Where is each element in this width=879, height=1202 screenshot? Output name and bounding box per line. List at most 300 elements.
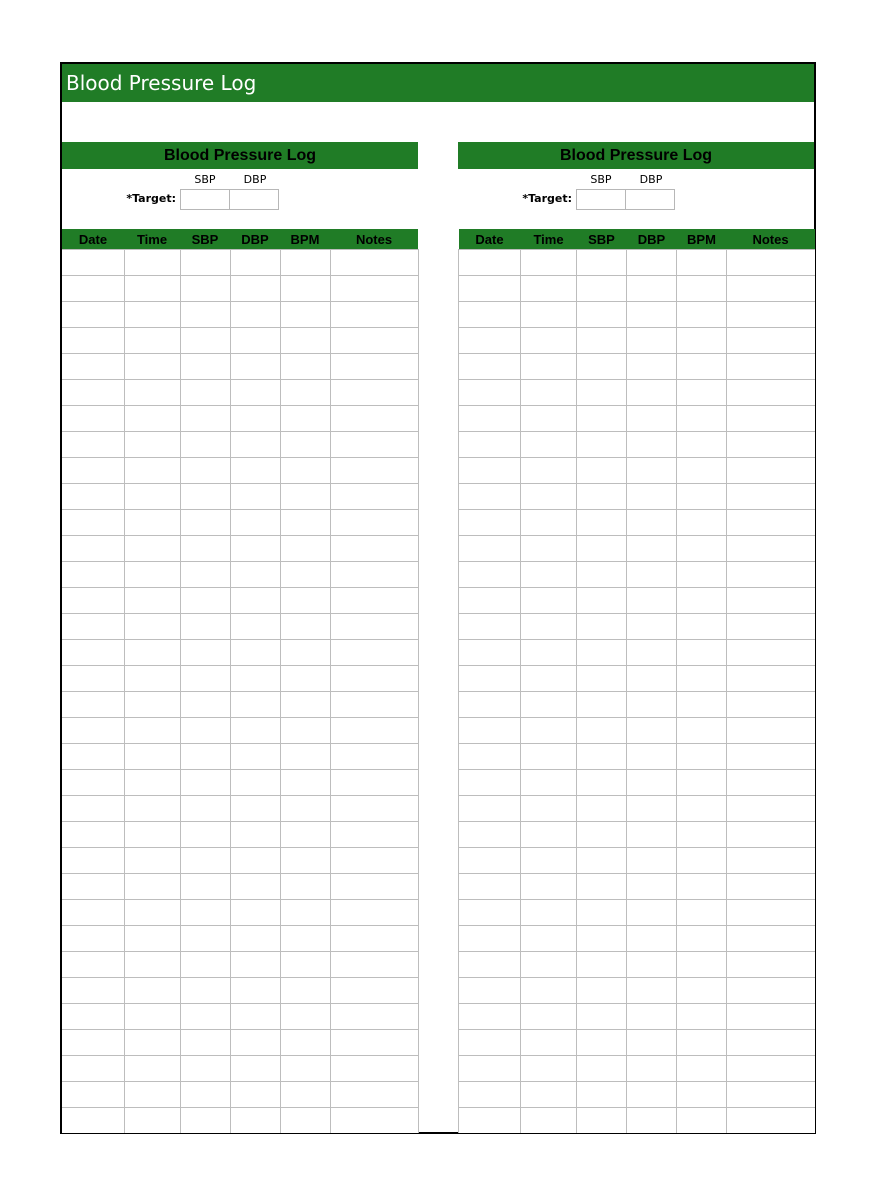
time-cell[interactable]: [124, 484, 180, 510]
bpm-cell[interactable]: [280, 848, 330, 874]
sbp-cell[interactable]: [577, 276, 627, 302]
sbp-cell[interactable]: [180, 848, 230, 874]
date-cell[interactable]: [459, 796, 521, 822]
notes-cell[interactable]: [727, 432, 815, 458]
date-cell[interactable]: [459, 536, 521, 562]
notes-cell[interactable]: [330, 562, 418, 588]
bpm-cell[interactable]: [677, 744, 727, 770]
notes-cell[interactable]: [330, 718, 418, 744]
time-cell[interactable]: [124, 822, 180, 848]
dbp-cell[interactable]: [627, 926, 677, 952]
notes-cell[interactable]: [330, 458, 418, 484]
bpm-cell[interactable]: [677, 432, 727, 458]
notes-cell[interactable]: [727, 484, 815, 510]
bpm-cell[interactable]: [280, 1108, 330, 1134]
dbp-cell[interactable]: [230, 276, 280, 302]
date-cell[interactable]: [459, 1108, 521, 1134]
notes-cell[interactable]: [727, 406, 815, 432]
time-cell[interactable]: [521, 484, 577, 510]
bpm-cell[interactable]: [280, 1082, 330, 1108]
time-cell[interactable]: [521, 796, 577, 822]
bpm-cell[interactable]: [677, 770, 727, 796]
bpm-cell[interactable]: [280, 614, 330, 640]
notes-cell[interactable]: [727, 718, 815, 744]
notes-cell[interactable]: [330, 1056, 418, 1082]
bpm-cell[interactable]: [280, 978, 330, 1004]
sbp-cell[interactable]: [577, 1004, 627, 1030]
dbp-cell[interactable]: [627, 692, 677, 718]
date-cell[interactable]: [62, 796, 124, 822]
dbp-cell[interactable]: [230, 432, 280, 458]
sbp-cell[interactable]: [180, 1004, 230, 1030]
time-cell[interactable]: [124, 1108, 180, 1134]
time-cell[interactable]: [521, 276, 577, 302]
dbp-cell[interactable]: [230, 1108, 280, 1134]
notes-cell[interactable]: [330, 874, 418, 900]
dbp-cell[interactable]: [230, 978, 280, 1004]
notes-cell[interactable]: [330, 302, 418, 328]
bpm-cell[interactable]: [677, 380, 727, 406]
bpm-cell[interactable]: [280, 432, 330, 458]
dbp-cell[interactable]: [627, 484, 677, 510]
sbp-cell[interactable]: [577, 874, 627, 900]
date-cell[interactable]: [459, 744, 521, 770]
date-cell[interactable]: [62, 718, 124, 744]
date-cell[interactable]: [62, 952, 124, 978]
bpm-cell[interactable]: [280, 926, 330, 952]
notes-cell[interactable]: [727, 536, 815, 562]
sbp-cell[interactable]: [577, 1108, 627, 1134]
dbp-cell[interactable]: [627, 1030, 677, 1056]
target-sbp-field[interactable]: [576, 189, 626, 210]
date-cell[interactable]: [459, 380, 521, 406]
sbp-cell[interactable]: [577, 796, 627, 822]
bpm-cell[interactable]: [677, 926, 727, 952]
date-cell[interactable]: [62, 744, 124, 770]
date-cell[interactable]: [459, 1030, 521, 1056]
time-cell[interactable]: [521, 744, 577, 770]
time-cell[interactable]: [124, 562, 180, 588]
time-cell[interactable]: [124, 1030, 180, 1056]
date-cell[interactable]: [459, 510, 521, 536]
bpm-cell[interactable]: [677, 640, 727, 666]
notes-cell[interactable]: [727, 302, 815, 328]
date-cell[interactable]: [459, 874, 521, 900]
notes-cell[interactable]: [330, 588, 418, 614]
time-cell[interactable]: [521, 874, 577, 900]
sbp-cell[interactable]: [577, 848, 627, 874]
bpm-cell[interactable]: [280, 666, 330, 692]
notes-cell[interactable]: [330, 276, 418, 302]
dbp-cell[interactable]: [627, 406, 677, 432]
dbp-cell[interactable]: [230, 796, 280, 822]
bpm-cell[interactable]: [677, 952, 727, 978]
time-cell[interactable]: [124, 952, 180, 978]
dbp-cell[interactable]: [230, 822, 280, 848]
sbp-cell[interactable]: [180, 510, 230, 536]
date-cell[interactable]: [62, 770, 124, 796]
date-cell[interactable]: [62, 354, 124, 380]
sbp-cell[interactable]: [180, 250, 230, 276]
time-cell[interactable]: [521, 822, 577, 848]
date-cell[interactable]: [62, 900, 124, 926]
bpm-cell[interactable]: [677, 562, 727, 588]
bpm-cell[interactable]: [677, 458, 727, 484]
time-cell[interactable]: [124, 588, 180, 614]
sbp-cell[interactable]: [577, 354, 627, 380]
time-cell[interactable]: [124, 250, 180, 276]
date-cell[interactable]: [62, 380, 124, 406]
dbp-cell[interactable]: [230, 1056, 280, 1082]
time-cell[interactable]: [124, 718, 180, 744]
date-cell[interactable]: [62, 640, 124, 666]
notes-cell[interactable]: [727, 1108, 815, 1134]
date-cell[interactable]: [459, 822, 521, 848]
bpm-cell[interactable]: [280, 406, 330, 432]
bpm-cell[interactable]: [280, 484, 330, 510]
bpm-cell[interactable]: [280, 770, 330, 796]
date-cell[interactable]: [459, 1056, 521, 1082]
time-cell[interactable]: [521, 1030, 577, 1056]
date-cell[interactable]: [459, 900, 521, 926]
bpm-cell[interactable]: [280, 354, 330, 380]
time-cell[interactable]: [124, 796, 180, 822]
dbp-cell[interactable]: [230, 1004, 280, 1030]
time-cell[interactable]: [521, 1108, 577, 1134]
bpm-cell[interactable]: [280, 952, 330, 978]
notes-cell[interactable]: [727, 328, 815, 354]
bpm-cell[interactable]: [677, 354, 727, 380]
bpm-cell[interactable]: [280, 900, 330, 926]
sbp-cell[interactable]: [180, 926, 230, 952]
time-cell[interactable]: [124, 640, 180, 666]
dbp-cell[interactable]: [627, 432, 677, 458]
notes-cell[interactable]: [330, 1082, 418, 1108]
dbp-cell[interactable]: [627, 1056, 677, 1082]
notes-cell[interactable]: [330, 536, 418, 562]
notes-cell[interactable]: [330, 640, 418, 666]
sbp-cell[interactable]: [577, 432, 627, 458]
notes-cell[interactable]: [330, 796, 418, 822]
notes-cell[interactable]: [330, 1004, 418, 1030]
notes-cell[interactable]: [727, 822, 815, 848]
dbp-cell[interactable]: [627, 250, 677, 276]
sbp-cell[interactable]: [180, 354, 230, 380]
date-cell[interactable]: [459, 328, 521, 354]
dbp-cell[interactable]: [627, 770, 677, 796]
date-cell[interactable]: [459, 250, 521, 276]
notes-cell[interactable]: [727, 380, 815, 406]
sbp-cell[interactable]: [180, 1108, 230, 1134]
sbp-cell[interactable]: [577, 744, 627, 770]
notes-cell[interactable]: [330, 328, 418, 354]
sbp-cell[interactable]: [180, 276, 230, 302]
time-cell[interactable]: [521, 926, 577, 952]
sbp-cell[interactable]: [577, 900, 627, 926]
time-cell[interactable]: [124, 900, 180, 926]
sbp-cell[interactable]: [577, 406, 627, 432]
date-cell[interactable]: [62, 822, 124, 848]
sbp-cell[interactable]: [577, 458, 627, 484]
dbp-cell[interactable]: [230, 1030, 280, 1056]
sbp-cell[interactable]: [180, 796, 230, 822]
notes-cell[interactable]: [727, 666, 815, 692]
sbp-cell[interactable]: [577, 978, 627, 1004]
dbp-cell[interactable]: [627, 302, 677, 328]
sbp-cell[interactable]: [180, 302, 230, 328]
time-cell[interactable]: [124, 692, 180, 718]
notes-cell[interactable]: [330, 952, 418, 978]
bpm-cell[interactable]: [280, 874, 330, 900]
bpm-cell[interactable]: [677, 822, 727, 848]
time-cell[interactable]: [521, 1056, 577, 1082]
dbp-cell[interactable]: [627, 874, 677, 900]
time-cell[interactable]: [521, 510, 577, 536]
date-cell[interactable]: [459, 718, 521, 744]
sbp-cell[interactable]: [180, 562, 230, 588]
date-cell[interactable]: [459, 484, 521, 510]
dbp-cell[interactable]: [230, 640, 280, 666]
bpm-cell[interactable]: [280, 562, 330, 588]
notes-cell[interactable]: [727, 354, 815, 380]
bpm-cell[interactable]: [677, 614, 727, 640]
dbp-cell[interactable]: [230, 510, 280, 536]
bpm-cell[interactable]: [280, 250, 330, 276]
bpm-cell[interactable]: [677, 900, 727, 926]
bpm-cell[interactable]: [677, 874, 727, 900]
sbp-cell[interactable]: [577, 380, 627, 406]
time-cell[interactable]: [124, 666, 180, 692]
date-cell[interactable]: [459, 406, 521, 432]
sbp-cell[interactable]: [180, 328, 230, 354]
dbp-cell[interactable]: [230, 354, 280, 380]
notes-cell[interactable]: [727, 796, 815, 822]
notes-cell[interactable]: [330, 1108, 418, 1134]
dbp-cell[interactable]: [627, 536, 677, 562]
date-cell[interactable]: [62, 458, 124, 484]
time-cell[interactable]: [124, 614, 180, 640]
sbp-cell[interactable]: [577, 666, 627, 692]
notes-cell[interactable]: [330, 354, 418, 380]
dbp-cell[interactable]: [627, 900, 677, 926]
date-cell[interactable]: [459, 848, 521, 874]
notes-cell[interactable]: [330, 484, 418, 510]
target-sbp-field[interactable]: [180, 189, 230, 210]
sbp-cell[interactable]: [180, 744, 230, 770]
dbp-cell[interactable]: [230, 614, 280, 640]
dbp-cell[interactable]: [230, 562, 280, 588]
sbp-cell[interactable]: [577, 692, 627, 718]
bpm-cell[interactable]: [280, 510, 330, 536]
dbp-cell[interactable]: [230, 926, 280, 952]
sbp-cell[interactable]: [180, 614, 230, 640]
time-cell[interactable]: [521, 458, 577, 484]
dbp-cell[interactable]: [230, 848, 280, 874]
time-cell[interactable]: [124, 536, 180, 562]
bpm-cell[interactable]: [677, 718, 727, 744]
notes-cell[interactable]: [330, 432, 418, 458]
time-cell[interactable]: [124, 744, 180, 770]
sbp-cell[interactable]: [180, 718, 230, 744]
date-cell[interactable]: [459, 432, 521, 458]
dbp-cell[interactable]: [627, 744, 677, 770]
sbp-cell[interactable]: [180, 588, 230, 614]
notes-cell[interactable]: [727, 900, 815, 926]
notes-cell[interactable]: [727, 640, 815, 666]
bpm-cell[interactable]: [280, 796, 330, 822]
sbp-cell[interactable]: [180, 458, 230, 484]
date-cell[interactable]: [459, 1004, 521, 1030]
dbp-cell[interactable]: [627, 380, 677, 406]
dbp-cell[interactable]: [627, 1082, 677, 1108]
bpm-cell[interactable]: [280, 588, 330, 614]
date-cell[interactable]: [62, 302, 124, 328]
notes-cell[interactable]: [727, 874, 815, 900]
sbp-cell[interactable]: [577, 1082, 627, 1108]
bpm-cell[interactable]: [280, 458, 330, 484]
date-cell[interactable]: [459, 978, 521, 1004]
bpm-cell[interactable]: [280, 536, 330, 562]
time-cell[interactable]: [521, 614, 577, 640]
sbp-cell[interactable]: [577, 484, 627, 510]
time-cell[interactable]: [521, 666, 577, 692]
date-cell[interactable]: [459, 1082, 521, 1108]
time-cell[interactable]: [521, 952, 577, 978]
sbp-cell[interactable]: [180, 692, 230, 718]
time-cell[interactable]: [124, 302, 180, 328]
notes-cell[interactable]: [727, 848, 815, 874]
sbp-cell[interactable]: [180, 380, 230, 406]
dbp-cell[interactable]: [627, 614, 677, 640]
time-cell[interactable]: [521, 588, 577, 614]
dbp-cell[interactable]: [627, 1108, 677, 1134]
bpm-cell[interactable]: [677, 796, 727, 822]
date-cell[interactable]: [62, 1082, 124, 1108]
time-cell[interactable]: [124, 770, 180, 796]
sbp-cell[interactable]: [577, 770, 627, 796]
dbp-cell[interactable]: [627, 588, 677, 614]
bpm-cell[interactable]: [677, 848, 727, 874]
date-cell[interactable]: [62, 484, 124, 510]
notes-cell[interactable]: [330, 666, 418, 692]
date-cell[interactable]: [459, 666, 521, 692]
dbp-cell[interactable]: [627, 666, 677, 692]
dbp-cell[interactable]: [627, 952, 677, 978]
dbp-cell[interactable]: [230, 692, 280, 718]
dbp-cell[interactable]: [230, 458, 280, 484]
dbp-cell[interactable]: [230, 302, 280, 328]
sbp-cell[interactable]: [180, 432, 230, 458]
dbp-cell[interactable]: [627, 640, 677, 666]
dbp-cell[interactable]: [230, 666, 280, 692]
date-cell[interactable]: [459, 276, 521, 302]
date-cell[interactable]: [62, 432, 124, 458]
time-cell[interactable]: [521, 250, 577, 276]
sbp-cell[interactable]: [180, 536, 230, 562]
sbp-cell[interactable]: [577, 536, 627, 562]
time-cell[interactable]: [521, 900, 577, 926]
time-cell[interactable]: [124, 874, 180, 900]
time-cell[interactable]: [521, 406, 577, 432]
time-cell[interactable]: [124, 276, 180, 302]
target-dbp-field[interactable]: [625, 189, 675, 210]
date-cell[interactable]: [62, 1030, 124, 1056]
dbp-cell[interactable]: [627, 848, 677, 874]
notes-cell[interactable]: [727, 1004, 815, 1030]
date-cell[interactable]: [62, 328, 124, 354]
bpm-cell[interactable]: [280, 744, 330, 770]
bpm-cell[interactable]: [677, 510, 727, 536]
notes-cell[interactable]: [727, 952, 815, 978]
date-cell[interactable]: [62, 978, 124, 1004]
sbp-cell[interactable]: [180, 484, 230, 510]
notes-cell[interactable]: [330, 822, 418, 848]
time-cell[interactable]: [521, 328, 577, 354]
notes-cell[interactable]: [727, 744, 815, 770]
dbp-cell[interactable]: [230, 718, 280, 744]
date-cell[interactable]: [62, 874, 124, 900]
notes-cell[interactable]: [330, 510, 418, 536]
date-cell[interactable]: [459, 692, 521, 718]
notes-cell[interactable]: [727, 276, 815, 302]
notes-cell[interactable]: [330, 770, 418, 796]
sbp-cell[interactable]: [180, 406, 230, 432]
time-cell[interactable]: [521, 640, 577, 666]
time-cell[interactable]: [124, 354, 180, 380]
dbp-cell[interactable]: [627, 796, 677, 822]
time-cell[interactable]: [521, 692, 577, 718]
bpm-cell[interactable]: [677, 1030, 727, 1056]
date-cell[interactable]: [459, 302, 521, 328]
bpm-cell[interactable]: [677, 1082, 727, 1108]
date-cell[interactable]: [459, 640, 521, 666]
date-cell[interactable]: [459, 926, 521, 952]
bpm-cell[interactable]: [280, 276, 330, 302]
dbp-cell[interactable]: [230, 250, 280, 276]
sbp-cell[interactable]: [577, 562, 627, 588]
sbp-cell[interactable]: [180, 1056, 230, 1082]
sbp-cell[interactable]: [180, 1082, 230, 1108]
bpm-cell[interactable]: [677, 1108, 727, 1134]
sbp-cell[interactable]: [577, 640, 627, 666]
notes-cell[interactable]: [727, 614, 815, 640]
time-cell[interactable]: [124, 432, 180, 458]
dbp-cell[interactable]: [627, 1004, 677, 1030]
date-cell[interactable]: [459, 354, 521, 380]
sbp-cell[interactable]: [180, 978, 230, 1004]
bpm-cell[interactable]: [280, 1030, 330, 1056]
time-cell[interactable]: [521, 978, 577, 1004]
sbp-cell[interactable]: [577, 1056, 627, 1082]
time-cell[interactable]: [124, 1056, 180, 1082]
bpm-cell[interactable]: [280, 1004, 330, 1030]
sbp-cell[interactable]: [577, 588, 627, 614]
date-cell[interactable]: [62, 666, 124, 692]
notes-cell[interactable]: [727, 1056, 815, 1082]
dbp-cell[interactable]: [230, 952, 280, 978]
target-dbp-field[interactable]: [229, 189, 279, 210]
time-cell[interactable]: [124, 1004, 180, 1030]
sbp-cell[interactable]: [577, 1030, 627, 1056]
date-cell[interactable]: [62, 562, 124, 588]
bpm-cell[interactable]: [280, 640, 330, 666]
sbp-cell[interactable]: [577, 952, 627, 978]
dbp-cell[interactable]: [230, 900, 280, 926]
date-cell[interactable]: [62, 1056, 124, 1082]
date-cell[interactable]: [62, 588, 124, 614]
bpm-cell[interactable]: [677, 406, 727, 432]
time-cell[interactable]: [521, 432, 577, 458]
